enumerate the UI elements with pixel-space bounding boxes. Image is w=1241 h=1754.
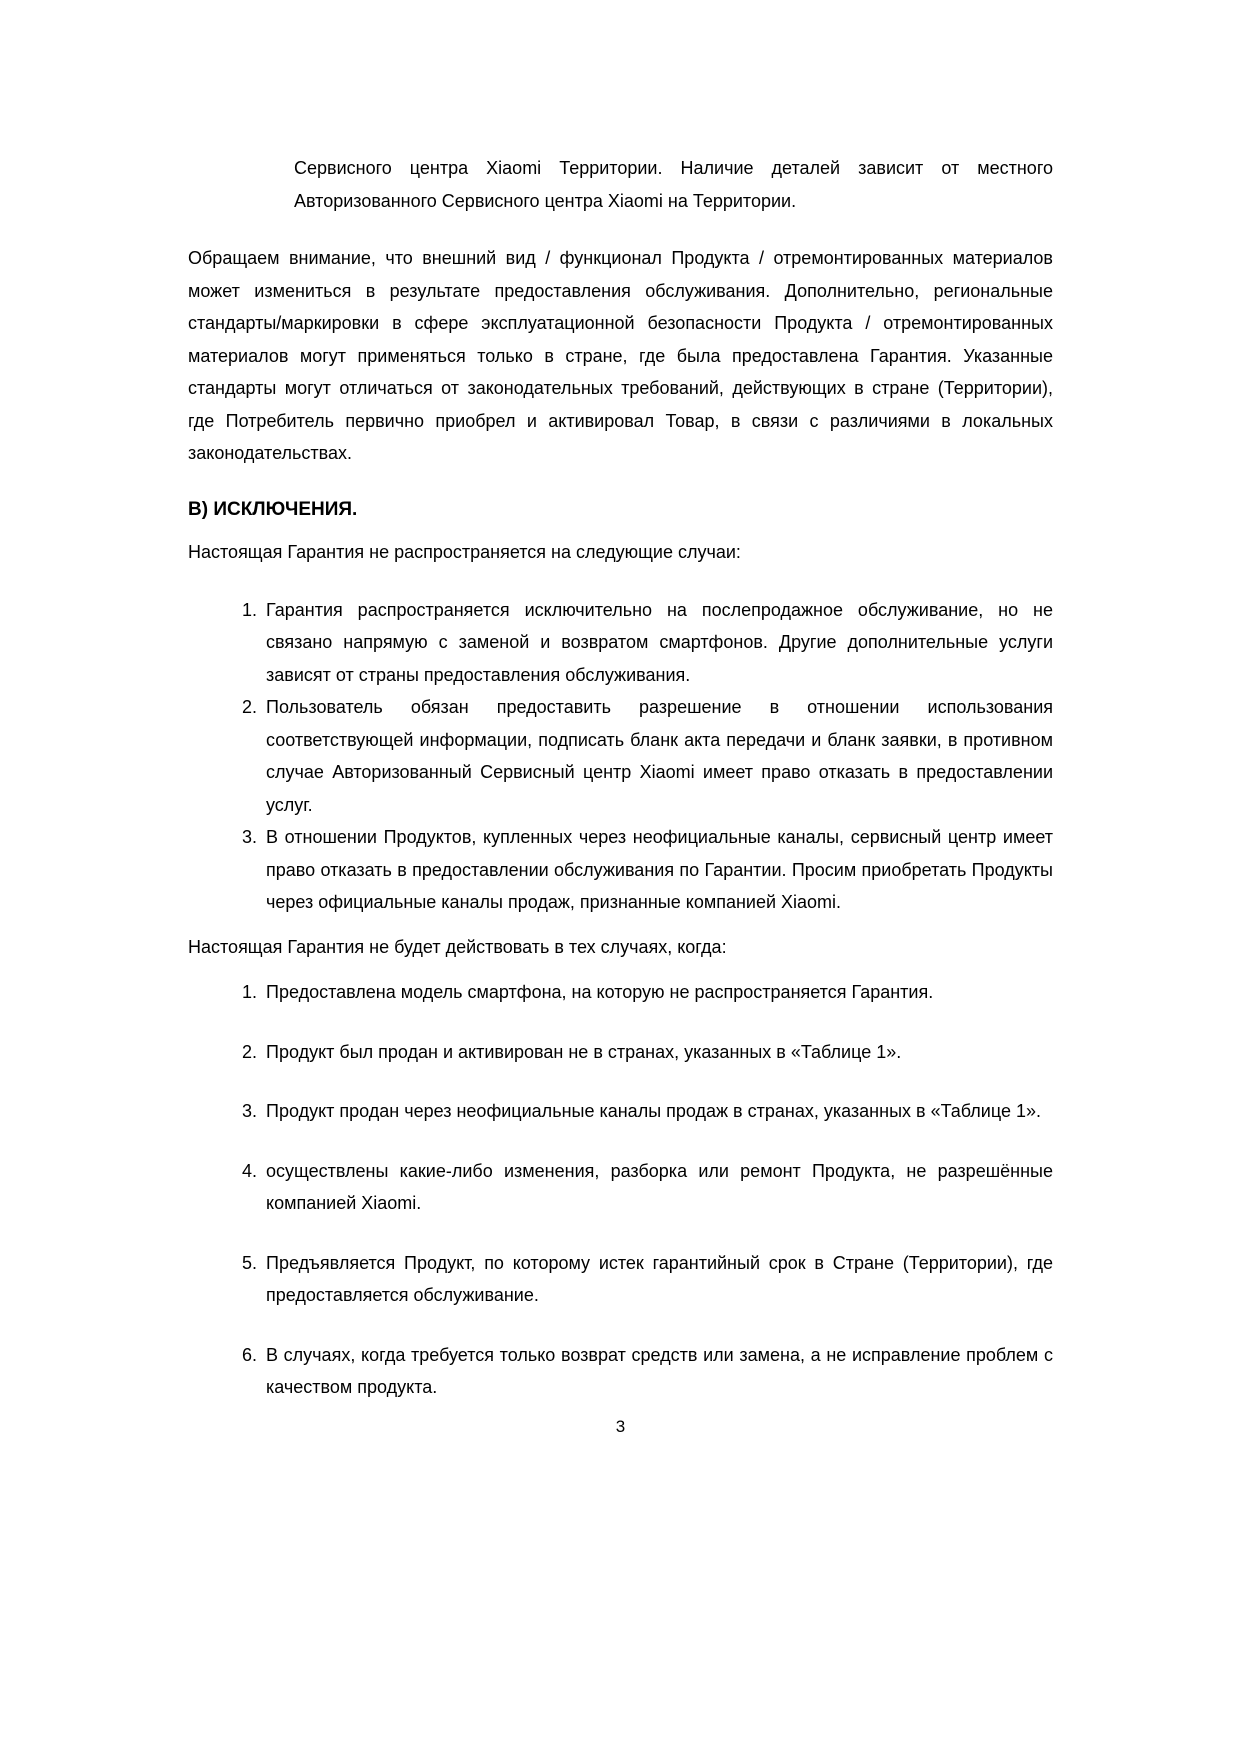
list-item-text: В случаях, когда требуется только возврат средств или замена, а не исправление проблем с качеством продукта. xyxy=(266,1344,1053,1397)
list-item xyxy=(262,1247,1053,1312)
list-item xyxy=(262,821,1053,919)
list-item xyxy=(262,594,1053,692)
list-item xyxy=(262,1036,1053,1069)
list-item-text: Предоставлена модель смартфона, на которую не распространяется Гарантия. xyxy=(266,982,934,1002)
list-item xyxy=(262,691,1053,821)
invalid-cases-list xyxy=(188,976,1053,1404)
list-item-text: В отношении Продуктов, купленных через неофициальные каналы, сервисный центр имеет право отказать в предоставлении обслуживания по Гарантии. Просим приобретать Продукты через официальные каналы продаж, признанные компанией Xiaomi. xyxy=(266,827,1053,912)
list-item-text: осуществлены какие-либо изменения, разборка или ремонт Продукта, не разрешённые компанией Xiaomi. xyxy=(266,1160,1053,1213)
notice-paragraph: Обращаем внимание, что внешний вид / функционал Продукта / отремонтированных материалов может измениться в результате предоставления обслуживания. Дополнительно, региональные стандарты/маркировки в сфере эксплуатационной безопасности Продукта / отремонтированных материалов могут применяться только в стране, где была предоставлена Гарантия. Указанные стандарты могут отличаться от законодательных требований, действующих в стране (Территории), где Потребитель первично приобрел и активировал Товар, в связи с различиями в локальных законодательствах. xyxy=(188,248,1053,463)
invalid-cases-intro: Настоящая Гарантия не будет действовать в тех случаях, когда: xyxy=(188,936,727,957)
section-heading-exclusions: В) ИСКЛЮЧЕНИЯ. xyxy=(188,498,358,520)
exclusions-list xyxy=(188,594,1053,919)
list-item xyxy=(262,1095,1053,1128)
list-item-text: Продукт продан через неофициальные каналы продаж в странах, указанных в «Таблице 1». xyxy=(266,1101,1041,1121)
list-item xyxy=(262,1339,1053,1404)
page-number: 3 xyxy=(615,1416,626,1436)
continuation-paragraph: Сервисного центра Xiaomi Территории. Наличие деталей зависит от местного Авторизованного Сервисного центра Xiaomi на Территории. xyxy=(294,158,1053,211)
exclusions-intro: Настоящая Гарантия не распространяется на следующие случаи: xyxy=(188,542,741,562)
list-item xyxy=(262,1155,1053,1220)
list-item-text: Пользователь обязан предоставить разрешение в отношении использования соответствующей информации, подписать бланк акта передачи и бланк заявки, в противном случае Авторизованный Сервисный центр Xiaomi имеет право отказать в предоставлении услуг. xyxy=(266,697,1053,815)
list-item-text: Гарантия распространяется исключительно на послепродажное обслуживание, но не связано напрямую с заменой и возвратом смартфонов. Другие дополнительные услуги зависят от страны предоставления обслуживания. xyxy=(266,599,1053,685)
list-item xyxy=(262,976,1053,1009)
list-item-text: Продукт был продан и активирован не в странах, указанных в «Таблице 1». xyxy=(266,1041,902,1062)
list-item-text: Предъявляется Продукт, по которому истек гарантийный срок в Стране (Территории), где предоставляется обслуживание. xyxy=(266,1252,1053,1305)
